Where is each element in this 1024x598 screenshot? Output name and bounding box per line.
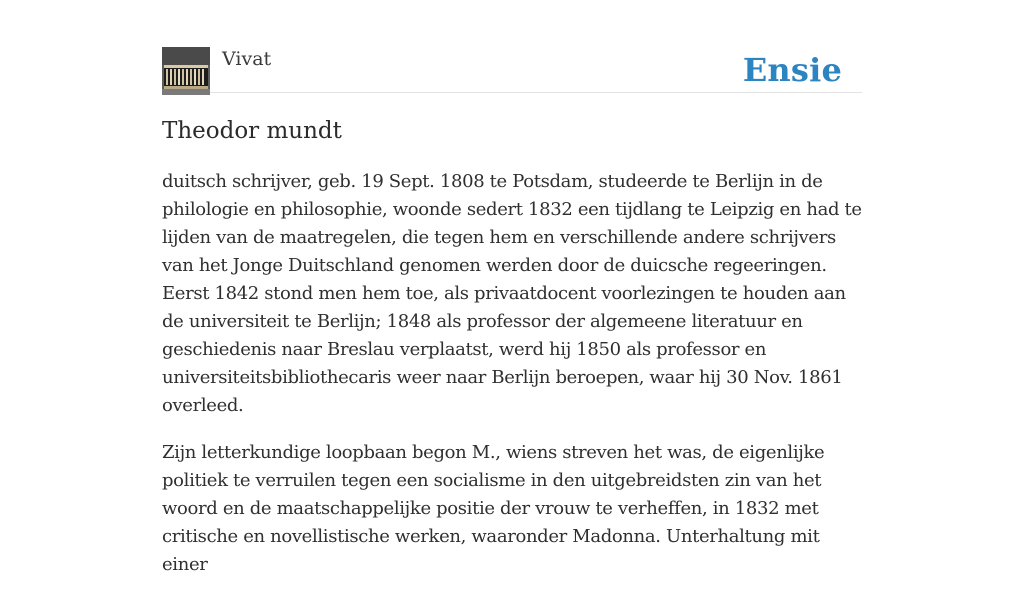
bookshelf-icon: [162, 47, 210, 95]
article-page: [162, 0, 862, 575]
article-paragraph: Zijn letterkundige loopbaan begon M., wiens streven het was, de eigenlijke politiek te verruilen tegen een socialisme in den uitgebreidsten zin van het woord en de maatschappelijke positie der vrouw te verheffen, in 1832 met critische en novellistische werken, waaronder Madonna. Unterhaltung mit einer: [162, 442, 825, 575]
article-paragraph: duitsch schrijver, geb. 19 Sept. 1808 te Potsdam, studeerde te Berlijn in de philologie en philosophie, woonde sedert 1832 een tijdlang te Leipzig en had te lijden van de maatregelen, die tegen hem en verschillende andere schrijvers van het Jonge Duitschland genomen werden door de duicsche regeeringen. Eerst 1842 stond men hem toe, als privaatdocent voorlezingen te houden aan de universiteit te Berlijn; 1848 als professor der algemeene literatuur en geschiedenis naar Breslau verplaatst, werd hij 1850 als professor en universiteitsbibliothecaris weer naar Berlijn beroepen, waar hij 30 Nov. 1861 overleed.: [162, 171, 862, 416]
site-logo[interactable]: Ensie: [742, 51, 842, 89]
author-name[interactable]: Vivat: [222, 48, 272, 70]
article-header: [162, 46, 862, 93]
article-title: Theodor mundt: [162, 118, 342, 144]
article-body: [162, 168, 862, 598]
author-avatar[interactable]: [162, 47, 210, 95]
